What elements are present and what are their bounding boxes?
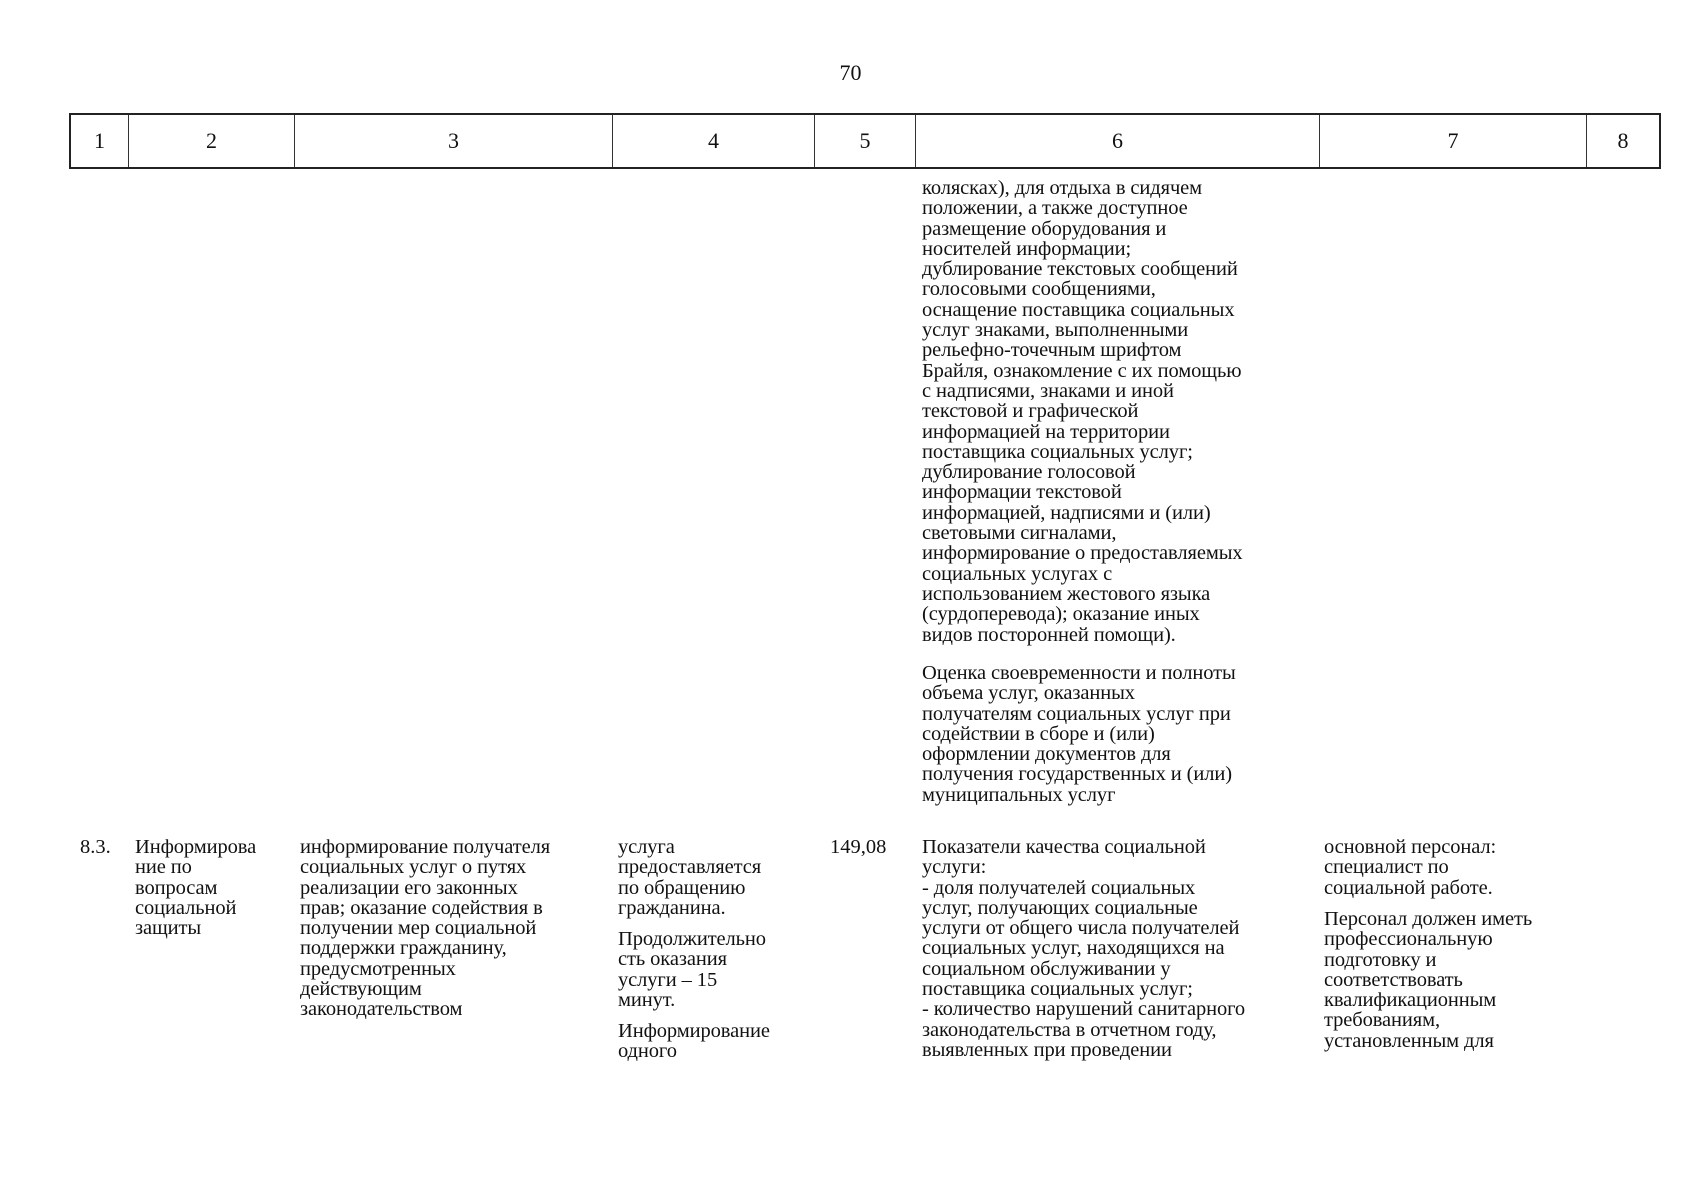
continuation-col6-paragraph-2: Оценка своевременности и полноты объема услуг, оказанных получателям социальных услуг при содействии в сборе и (или) оформлении документов для получения государственных и (или) муниципальных услуг <box>922 662 1236 806</box>
row-8-3-number: 8.3. <box>80 836 111 858</box>
column-header-5: 5 <box>814 115 915 167</box>
row-8-3-price: 149,08 <box>830 836 887 858</box>
row-8-3-service-name: Информирова ние по вопросам социальной защиты <box>135 836 257 940</box>
row-8-3-conditions-paragraph-3: Информирование одного <box>618 1020 770 1063</box>
column-header-1: 1 <box>94 128 105 153</box>
column-header-3: 3 <box>294 115 612 167</box>
continuation-col6-paragraph-1: колясках), для отдыха в сидячем положении, а также доступное размещение оборудования и носителей информации; дублирование текстовых сообщений голосовыми сообщениями, оснащение поставщика социальных услуг знаками, выполненными рельефно-точечным шрифтом Брайля, ознакомление с их помощью с надписями, знаками и иной текстовой и графической информацией на территории поставщика социальных услуг; дублирование голосовой информации текстовой информацией, надписями и (или) световыми сигналами, информирование о предоставляемых социальных услугах с использованием жестового языка (сурдоперевода); оказание иных видов посторонней помощи). <box>922 177 1243 646</box>
column-header-7: 7 <box>1319 115 1586 167</box>
row-8-3-conditions-paragraph-1: услуга предоставляется по обращению гражданина. <box>618 836 762 919</box>
column-header-8: 8 <box>1586 115 1659 167</box>
row-8-3-description: информирование получателя социальных услуг о путях реализации его законных прав; оказание содействия в получении мер социальной поддержки гражданину, предусмотренных действующим законодательством <box>300 836 551 1021</box>
page-number: 70 <box>839 60 862 85</box>
column-header-row <box>69 113 1661 169</box>
row-8-3-conditions-paragraph-2: Продолжительно сть оказания услуги – 15 минут. <box>618 928 766 1011</box>
row-8-3-staff-paragraph-1: основной персонал: специалист по социальной работе. <box>1324 836 1497 899</box>
column-header-2: 2 <box>128 115 294 167</box>
row-8-3-quality-indicators: Показатели качества социальной услуги: - доля получателей социальных услуг, получающих социальные услуги от общего числа получателей социальных услуг, находящихся на социальном обслуживании у поставщика социальных услуг; - количество нарушений санитарного законодательства в отчетном году, выявленных при проведении <box>922 836 1246 1061</box>
column-header-4: 4 <box>612 115 814 167</box>
row-8-3-staff-paragraph-2: Персонал должен иметь профессиональную подготовку и соответствовать квалификационным требованиям, установленным для <box>1324 908 1533 1052</box>
column-header-6: 6 <box>915 115 1319 167</box>
